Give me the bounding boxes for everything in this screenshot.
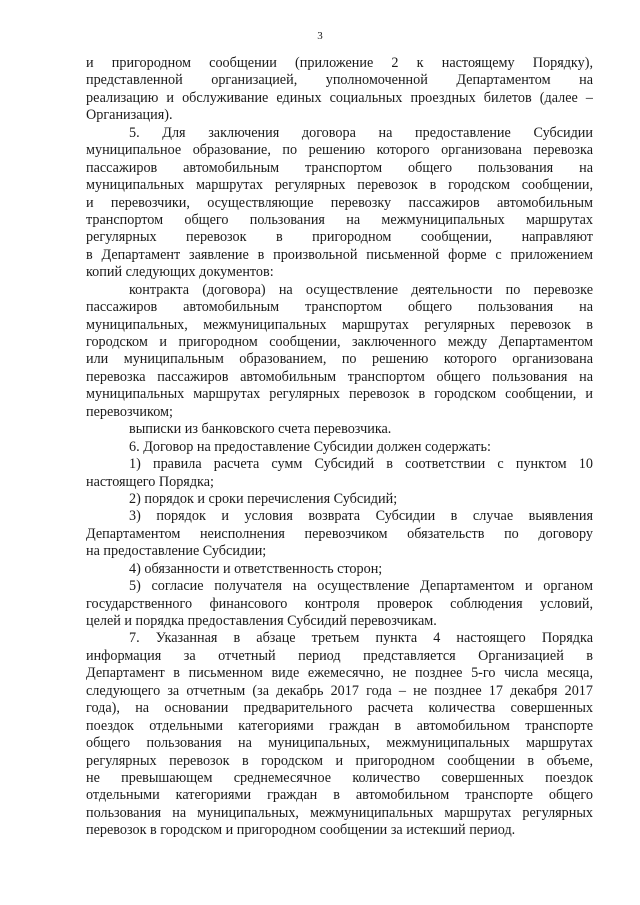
text-line: муниципальных, межмуниципальных маршрутах регулярных перевозок в — [86, 316, 593, 333]
text-line: государственного финансового контроля проверок соблюдения условий, — [86, 595, 593, 612]
text-line: контракта (договора) на осуществление деятельности по перевозке — [129, 281, 593, 298]
text-line: регулярных перевозок в городском и пригородном сообщении в объеме, — [86, 752, 593, 769]
text-line: муниципальных маршрутах регулярных перевозок в городском сообщении, — [86, 177, 593, 194]
text-line: не превышающем среднемесячное количество совершенных поездок — [86, 769, 593, 786]
paragraph-subitem-1 — [86, 456, 593, 491]
text-line: регулярных перевозок в пригородном сообщении, направляют — [86, 229, 593, 246]
text-line: муниципальных маршрутах регулярных перевозок в городском сообщении, и — [86, 386, 593, 403]
page-number: 3 — [317, 30, 323, 42]
text-line: целей и порядка предоставления Субсидий перевозчикам. — [86, 613, 437, 629]
document-body — [86, 55, 593, 840]
text-line: 5. Для заключения договора на предоставление Субсидии — [129, 124, 593, 141]
paragraph-contract — [86, 282, 593, 422]
text-line: 1) правила расчета сумм Субсидий в соответствии с пунктом 10 — [129, 456, 593, 473]
text-line: и пригородном сообщении (приложение 2 к настоящему Порядку), — [86, 55, 593, 71]
text-line: 5) согласие получателя на осуществление Департаментом и органом — [129, 578, 593, 595]
text-line: на предоставление Субсидии; — [86, 543, 267, 560]
text-line: перевозок в городском и пригородном сообщении за истекший период. — [86, 822, 516, 839]
text-line: в Департамент заявление в произвольной письменной форме с приложением — [86, 246, 593, 263]
text-line: и перевозчики, осуществляющие перевозку пассажиров автомобильным — [86, 194, 593, 211]
text-line: поездок отдельными категориями граждан в автомобильном транспорте — [86, 717, 593, 734]
text-line: или муниципальным образованием, по решению которого организована — [86, 351, 593, 368]
text-line: 7. Указанная в абзаце третьем пункта 4 настоящего Порядка — [129, 630, 593, 647]
paragraph-subitem-4 — [86, 561, 593, 578]
paragraph-subitem-2 — [86, 491, 593, 508]
text-line: городском и пригородном сообщении, заключенного между Департаментом — [86, 334, 593, 350]
text-line: настоящего Порядка; — [86, 473, 214, 490]
text-line: 6. Договор на предоставление Субсидии должен содержать: — [129, 438, 491, 455]
paragraph-continuation — [86, 55, 593, 125]
text-line: Департамент в письменном виде ежемесячно, не позднее 5-го числа месяца, — [86, 665, 593, 682]
paragraph-item-6 — [86, 439, 593, 456]
paragraph-item-5 — [86, 125, 593, 282]
text-line: следующего за отчетным (за декабрь 2017 года – не позднее 17 декабря 2017 — [86, 682, 593, 699]
text-line: отдельными категориями граждан в автомобильном транспорте общего — [86, 787, 593, 804]
text-line: пассажиров автомобильным транспортом общего пользования на — [86, 159, 593, 176]
text-line: муниципальное образование, по решению которого организована перевозка — [86, 142, 593, 159]
text-line: 4) обязанности и ответственность сторон; — [129, 560, 383, 577]
text-line: представленной организацией, уполномоченной Департаментом на — [86, 72, 593, 89]
text-line: транспортом общего пользования на межмуниципальных маршрутах — [86, 211, 593, 228]
paragraph-subitem-5 — [86, 578, 593, 630]
text-line: копий следующих документов: — [86, 264, 274, 281]
text-line: Департаментом неисполнения перевозчиком обязательств по договору — [86, 525, 593, 542]
text-line: 3) порядок и условия возврата Субсидии в случае выявления — [129, 508, 593, 525]
paragraph-bank-statement — [86, 421, 593, 438]
paragraph-subitem-3 — [86, 508, 593, 560]
paragraph-item-7 — [86, 630, 593, 839]
text-line: 2) порядок и сроки перечисления Субсидий; — [129, 490, 398, 507]
text-line: общего пользования на муниципальных, межмуниципальных маршрутах — [86, 735, 593, 752]
text-line: перевозчиком; — [86, 403, 173, 420]
text-line: пассажиров автомобильным транспортом общего пользования на — [86, 299, 593, 316]
text-line: года), на основании предварительного расчета количества совершенных — [86, 700, 593, 717]
text-line: реализацию и обслуживание единых социальных проездных билетов (далее – — [86, 89, 593, 106]
text-line: перевозка пассажиров автомобильным транспортом общего пользования на — [86, 368, 593, 385]
text-line: выписки из банковского счета перевозчика. — [129, 421, 392, 438]
text-line: Организация). — [86, 107, 173, 124]
text-line: информация за отчетный период представляется Организацией в — [86, 647, 593, 664]
text-line: пользования на муниципальных, межмуниципальных маршрутах регулярных — [86, 804, 593, 821]
